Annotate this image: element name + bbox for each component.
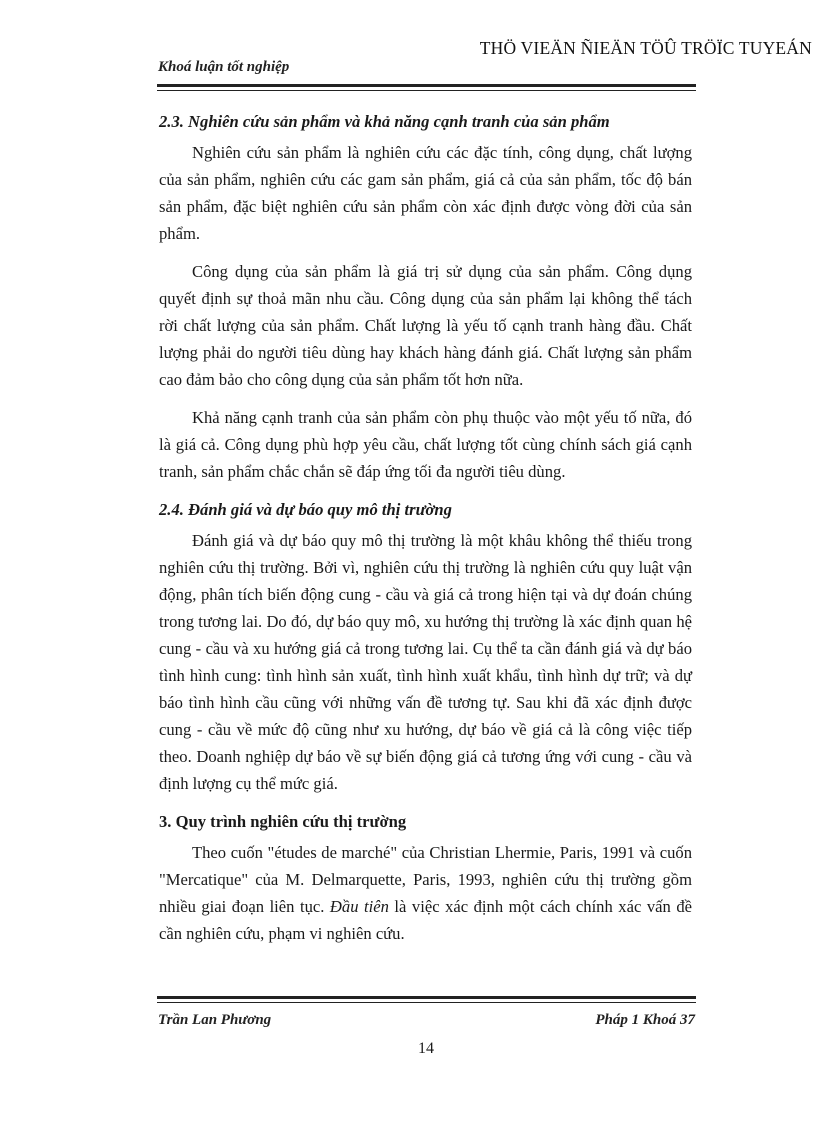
footer-rule-top <box>157 996 696 999</box>
paragraph: Nghiên cứu sản phẩm là nghiên cứu các đặc tính, công dụng, chất lượng của sản phẩm, nghiên cứu các gam sản phẩm, giá cả của sản phẩm, tốc độ bán sản phẩm, đặc biệt nghiên cứu sản phẩm còn xác định được vòng đời của sản phẩm. <box>159 143 692 243</box>
paragraph-text: Theo cuốn "études de marché" của Christian Lhermie, Paris, 1991 và cuốn "Mercatique" của M. Delmarquette, Paris, 1993, nghiên cứu thị trường gồm nhiều giai đoạn liên tục. <box>159 843 692 916</box>
page-number: 14 <box>418 1040 434 1057</box>
paragraph-text: là việc xác định một cách chính xác vấn đề cần nghiên cứu, phạm vi nghiên cứu. <box>159 897 692 943</box>
watermark-text: THÖ VIEÄN ÑIEÄN TÖÛ TRÖÏC TUYEÁN <box>479 38 812 58</box>
footer-class: Pháp 1 Khoá 37 <box>595 1012 695 1028</box>
section-heading-2-4: 2.4. Đánh giá và dự báo quy mô thị trường <box>159 500 452 519</box>
paragraph: Đánh giá và dự báo quy mô thị trường là một khâu không thể thiếu trong nghiên cứu thị trường. Bởi vì, nghiên cứu thị trường là nghiên cứu quy luật vận động, phân tích biến động cung - cầu và giá cả trong hiện tại và dự đoán chúng trong tương lai. Do đó, dự báo quy mô, xu hướng thị trường là xác định quan hệ cung - cầu và xu hướng giá cả trong tương lai. Cụ thể ta cần đánh giá và dự báo tình hình cung: tình hình sản xuất, tình hình xuất khẩu, tình hình dự trữ; và dự báo tình hình cầu cũng với những vấn đề tương tự. Sau khi đã xác định được cung - cầu về mức độ cũng như xu hướng, dự báo về giá cả là công việc tiếp theo. Doanh nghiệp dự báo về sự biến động giá cả tương ứng với cung - cầu và định lượng cụ thể mức giá. <box>159 531 692 793</box>
paragraph <box>159 839 692 947</box>
section-heading-3: 3. Quy trình nghiên cứu thị trường <box>159 812 407 831</box>
footer-rule-bottom <box>157 1002 696 1003</box>
document-body <box>159 108 692 947</box>
emphasis-text: Đầu tiên <box>329 897 389 916</box>
section-heading-2-3: 2.3. Nghiên cứu sản phẩm và khả năng cạnh tranh của sản phẩm <box>159 112 610 131</box>
header-title: Khoá luận tốt nghiệp <box>158 59 290 75</box>
header-rule-top <box>157 84 696 87</box>
header-rule-bottom <box>157 90 696 91</box>
paragraph: Công dụng của sản phẩm là giá trị sử dụng của sản phẩm. Công dụng quyết định sự thoả mãn nhu cầu. Công dụng của sản phẩm lại không thể tách rời chất lượng của sản phẩm. Chất lượng là yếu tố cạnh tranh hàng đầu. Chất lượng phải do người tiêu dùng hay khách hàng đánh giá. Chất lượng sản phẩm cao đảm bảo cho công dụng của sản phẩm tốt hơn nữa. <box>159 262 692 389</box>
footer-author: Trần Lan Phương <box>158 1012 272 1028</box>
paragraph: Khả năng cạnh tranh của sản phẩm còn phụ thuộc vào một yếu tố nữa, đó là giá cả. Công dụng phù hợp yêu cầu, chất lượng tốt cùng chính sách giá cạnh tranh, sản phẩm chắc chắn sẽ đáp ứng tối đa người tiêu dùng. <box>159 408 692 481</box>
